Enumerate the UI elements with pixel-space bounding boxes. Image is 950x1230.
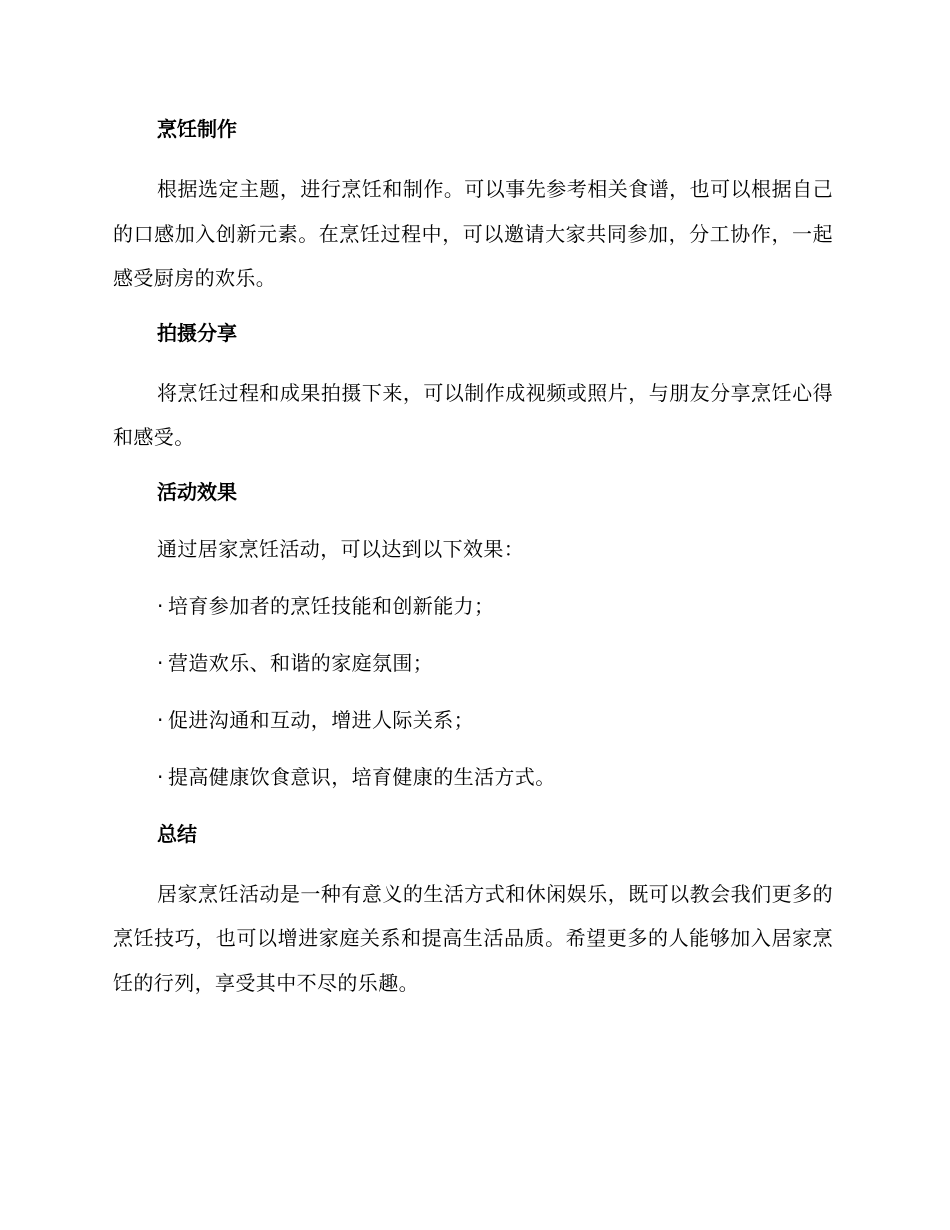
- section-body-cooking: 根据选定主题，进行烹饪和制作。可以事先参考相关食谱，也可以根据自己的口感加入创新元素。在烹饪过程中，可以邀请大家共同参加，分工协作，一起感受厨房的欢乐。: [113, 177, 833, 290]
- bullet-dot-icon: ·: [157, 764, 164, 789]
- bullet-dot-icon: ·: [157, 650, 164, 675]
- list-item-text: 营造欢乐、和谐的家庭氛围；: [168, 650, 434, 675]
- section-heading-cooking: 烹饪制作: [157, 117, 237, 141]
- list-item: [113, 587, 833, 625]
- list-item-text: 培育参加者的烹饪技能和创新能力；: [168, 593, 495, 618]
- section-heading-effects: 活动效果: [157, 479, 237, 504]
- list-item-text: 提高健康饮食意识，培育健康的生活方式。: [168, 764, 556, 789]
- section-heading-summary: 总结: [157, 821, 197, 846]
- document-page: [113, 110, 833, 1018]
- section-body-sharing: 将烹饪过程和成果拍摄下来，可以制作成视频或照片，与朋友分享烹饪心得和感受。: [113, 380, 833, 449]
- list-item: [113, 701, 833, 739]
- list-item: [113, 644, 833, 682]
- section-heading-sharing: 拍摄分享: [157, 320, 237, 345]
- effects-intro: 通过居家烹饪活动，可以达到以下效果：: [157, 536, 525, 561]
- bullet-dot-icon: ·: [157, 707, 164, 732]
- section-body-summary: 居家烹饪活动是一种有意义的生活方式和休闲娱乐，既可以教会我们更多的烹饪技巧，也可以增进家庭关系和提高生活品质。希望更多的人能够加入居家烹饪的行列，享受其中不尽的乐趣。: [113, 881, 833, 995]
- bullet-dot-icon: ·: [157, 593, 164, 618]
- list-item-text: 促进沟通和互动，增进人际关系；: [168, 707, 474, 732]
- list-item: [113, 758, 833, 796]
